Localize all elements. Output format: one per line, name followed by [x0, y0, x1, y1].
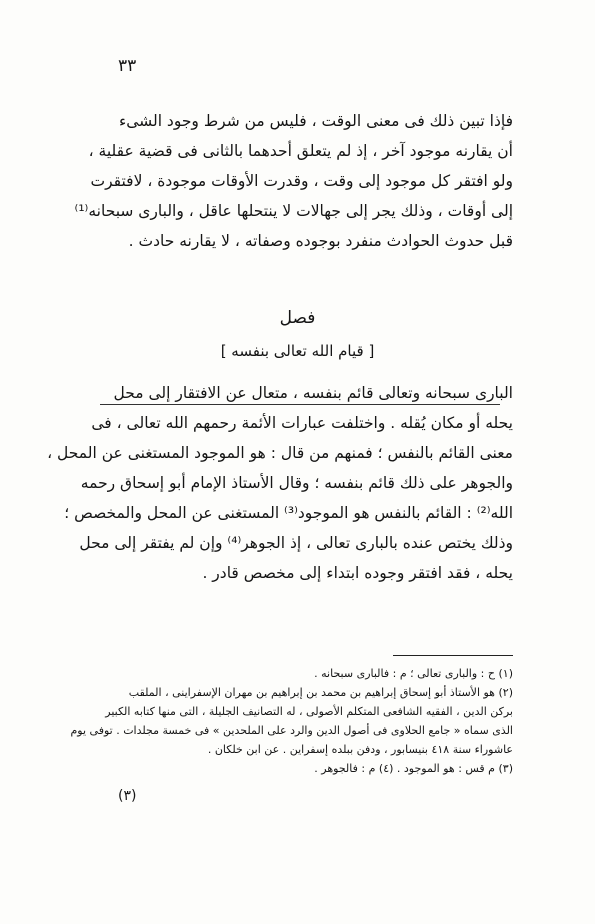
text-line: أن يقارنه موجود آخر ، إذ لم يتعلق أحدهما بالثانى فى قضية عقلية ،	[88, 142, 513, 160]
text-line: البارى سبحانه وتعالى قائم بنفسه ، متعال عن الافتقار إلى محل	[113, 384, 513, 402]
text-line: إلى أوقات ، وذلك يجر إلى جهالات لا ينتحلها عاقل ، والبارى سبحانه⁽¹⁾	[74, 202, 513, 220]
text-line: يحله ، فقد افتقر وجوده ابتداء إلى مخصص قادر .	[202, 564, 513, 582]
text-line: وذلك يختص عنده بالبارى تعالى ، إذ الجوهر⁽⁴⁾ وإن لم يفتقر إلى محل	[79, 534, 513, 552]
signature-mark: (٣)	[118, 788, 137, 804]
text-line: يحله أو مكان يُقله . واختلفت عبارات الأئمة رحمهم الله تعالى ، فى	[91, 414, 513, 432]
page-number: ٣٣	[118, 56, 137, 76]
text-line: فإذا تبين ذلك فى معنى الوقت ، فليس من شرط وجود الشىء	[118, 112, 513, 130]
text-line: ولو افتقر كل موجود إلى وقت ، وقدرت الأوقات موجودة ، لافتقرت	[90, 172, 513, 190]
footnote-line: (١) ح : والبارى تعالى ؛ م : فالبارى سبحانه .	[314, 667, 513, 680]
text-line: قبل حدوث الحوادث منفرد بوجوده وصفاته ، لا يقارنه حادث .	[128, 232, 513, 250]
footnote-line: (٣) م قس : هو الموجود . (٤) م : فالجوهر .	[314, 762, 513, 775]
footnote-divider	[393, 655, 513, 656]
paragraph-2	[47, 378, 513, 588]
footnote-line: عاشوراء سنة ٤١٨ بنيسابور ، ودفن ببلده إسفراين . عن ابن خلكان .	[207, 743, 513, 756]
paragraph-1	[74, 106, 513, 256]
footnote-line: الذى سماه « جامع الحلاوى فى أصول الدين والرد على الملحدين » فى خمسة مجلدات . توفى يوم	[70, 724, 513, 737]
footnotes	[70, 664, 513, 778]
footnote-line: بركن الدين ، الفقيه الشافعى المتكلم الأصولى ، له التصانيف الجليلة ، التى منها كتابه الكبير	[105, 705, 513, 718]
section-heading: فصل	[279, 308, 316, 328]
section-subheading: [ قيام الله تعالى بنفسه ]	[220, 342, 375, 360]
text-line: الله⁽²⁾ : القائم بالنفس هو الموجود⁽³⁾ المستغنى عن المحل والمخصص ؛	[64, 504, 513, 522]
underline-rule	[100, 404, 500, 405]
footnote-line: (٢) هو الأستاذ أبو إسحاق إبراهيم بن محمد بن إبراهيم بن مهران الإسفراينى ، الملقب	[128, 686, 513, 699]
text-line: والجوهر على ذلك قائم بنفسه ؛ وقال الأستاذ الإمام أبو إسحاق رحمه	[80, 474, 513, 492]
text-line: معنى القائم بالنفس ؛ فمنهم من قال : هو الموجود المستغنى عن المحل ،	[47, 444, 513, 462]
